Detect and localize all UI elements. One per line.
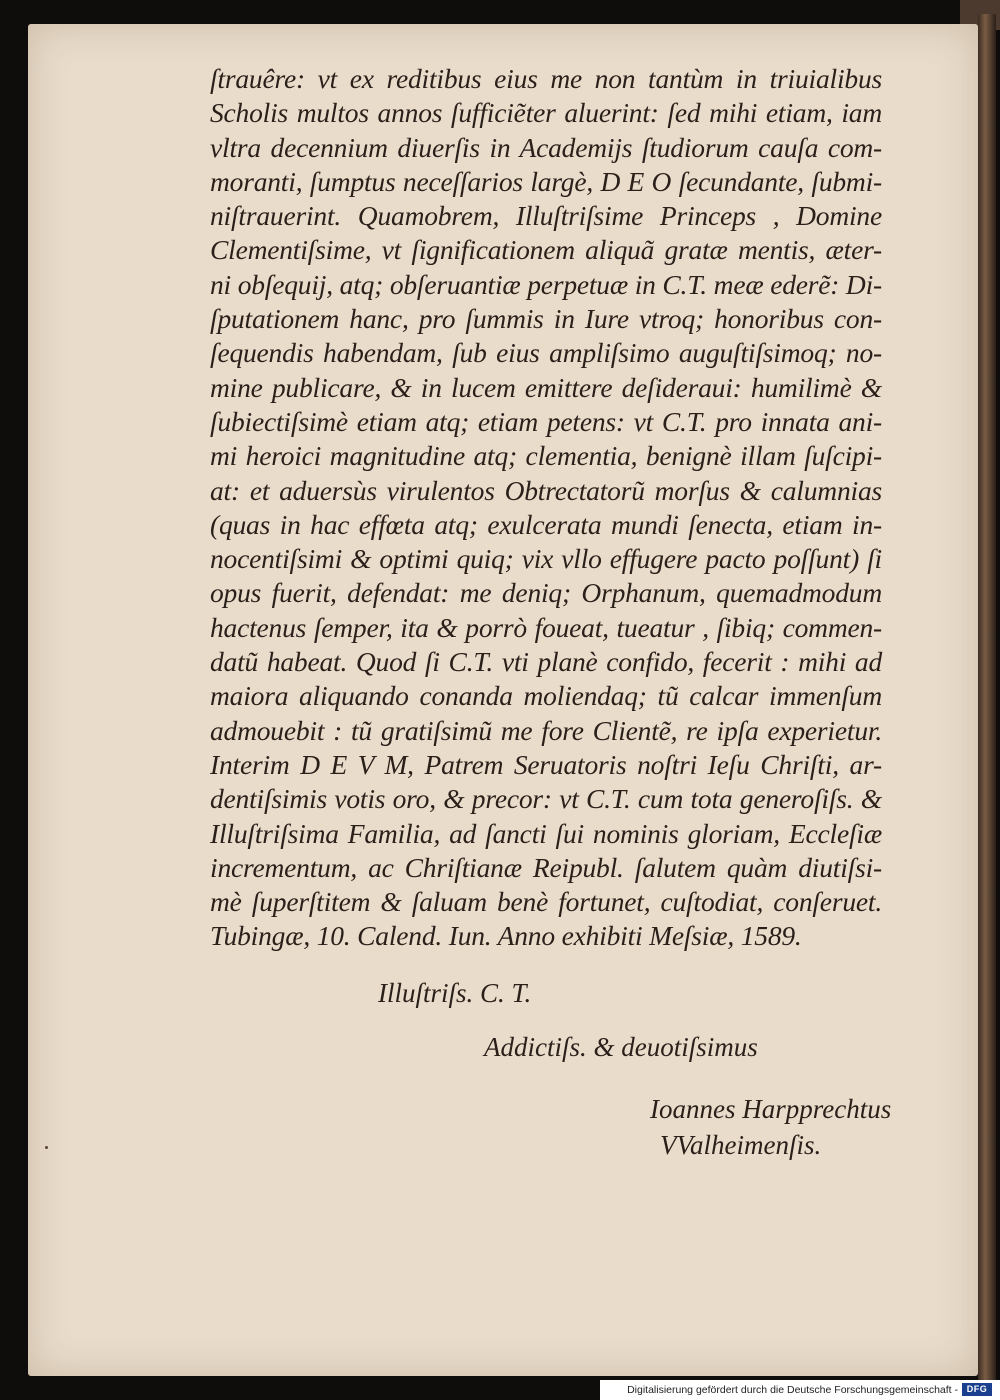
text-line: maiora aliquando conanda moliendaq; tũ calcar immenſum (210, 680, 882, 712)
text-line: vltra decennium diuerſis in Academijs ſtudiorum cauſa com- (210, 131, 882, 163)
text-line: at: et aduersùs virulentos Obtrectatorũ morſus & calumnias (210, 474, 882, 506)
author-origin: VValheimenſis. (660, 1130, 822, 1160)
text-line: ſputationem hanc, pro ſummis in Iure vtroq; honoribus con- (210, 303, 882, 335)
closing-phrase: Addictiſs. & deuotiſsimus (484, 1032, 758, 1062)
text-line: admouebit : tũ gratiſsimũ me fore Clientẽ, re ipſa experietur. (210, 714, 882, 746)
text-line: datũ habeat. Quod ſi C.T. vti planè confido, fecerit : mihi ad (210, 646, 882, 678)
ink-speck (45, 1146, 48, 1149)
text-line: ſequendis habendam, ſub eius ampliſsimo auguſtiſsimoq; no- (210, 337, 882, 369)
text-line: Scholis multos annos ſufficiẽter aluerint: ſed mihi etiam, iam (210, 97, 882, 129)
date-line: Tubingæ, 10. Calend. Iun. Anno exhibiti Meſsiæ, 1589. (210, 920, 802, 952)
body-text (210, 62, 890, 954)
salutation: Illuſtriſs. C. T. (378, 978, 532, 1008)
text-line: opus fuerit, defendat: me deniq; Orphanum, quemadmodum (210, 577, 882, 609)
author-name: Ioannes Harpprechtus (650, 1094, 892, 1124)
text-line: niſtrauerint. Quamobrem, Illuſtriſsime Princeps , Domine (210, 200, 882, 232)
footer-credit: Digitalisierung gefördert durch die Deutsche Forschungsgemeinschaft - (627, 1384, 958, 1396)
text-line: Interim D E V M, Patrem Seruatoris noſtri Ieſu Chriſti, ar- (210, 748, 882, 780)
text-line: ni obſequij, atq; obſeruantiæ perpetuæ in C.T. meæ ederẽ: Di- (210, 268, 882, 300)
text-line: incrementum, ac Chriſtianæ Reipubl. ſalutem quàm diutiſsi- (210, 851, 882, 883)
text-line: Clementiſsime, vt ſignificationem aliquã gratæ mentis, æter- (210, 234, 882, 266)
text-line: Illuſtriſsima Familia, ad ſancti ſui nominis gloriam, Eccleſiæ (210, 817, 882, 849)
text-line: ſubiectiſsimè etiam atq; etiam petens: vt C.T. pro innata ani- (210, 405, 882, 437)
text-line: mine publicare, & in lucem emittere deſideraui: humilimè & (210, 371, 882, 403)
dfg-logo-icon: DFG (962, 1383, 992, 1396)
book-edge (978, 14, 996, 1380)
text-line: moranti, ſumptus neceſſarios largè, D E O ſecundante, ſubmi- (210, 165, 882, 197)
text-line: mè ſuperſtitem & ſaluam benè fortunet, cuſtodiat, conſeruet. (210, 886, 882, 918)
text-line: nocentiſsimi & optimi quiq; vix vllo effugere pacto poſſunt) ſi (210, 543, 882, 575)
text-line: (quas in hac effœta atq; exulcerata mundi ſenecta, etiam in- (210, 508, 882, 540)
text-line: mi heroici magnitudine atq; clementia, benignè illam ſuſcipi- (210, 440, 882, 472)
text-line: ſtrauêre: vt ex reditibus eius me non tantùm in triuialibus (210, 63, 882, 94)
text-line: dentiſsimis votis oro, & precor: vt C.T. cum tota generoſiſs. & (210, 783, 882, 815)
text-line: hactenus ſemper, ita & porrò foueat, tueatur , ſibiq; commen- (210, 611, 882, 643)
